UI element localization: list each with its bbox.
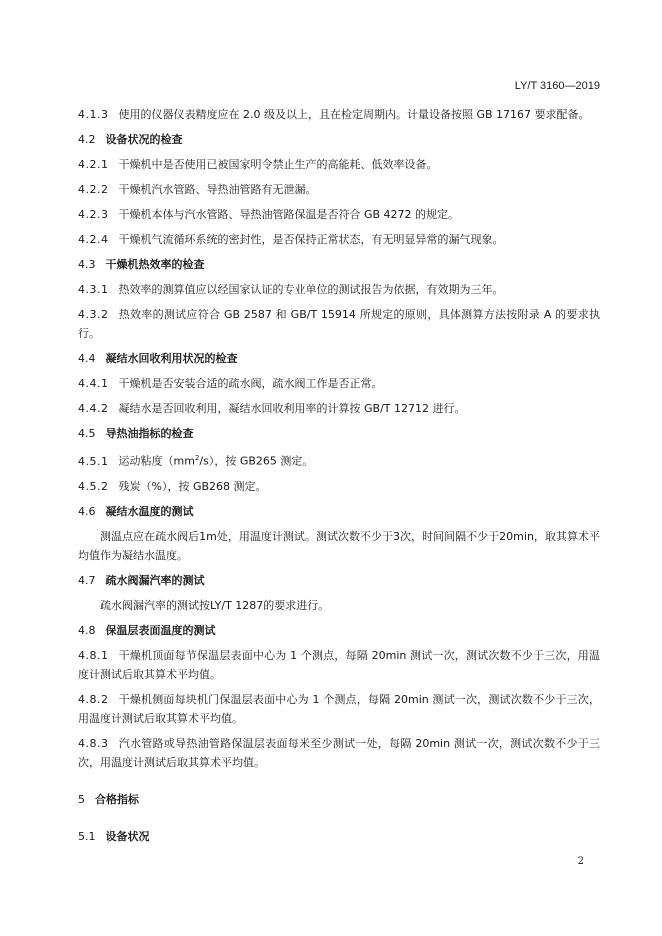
clause-text: 干燥机气流循环系统的密封性，是否保持正常状态，有无明显异常的漏气现象。 — [118, 233, 504, 246]
section-heading — [78, 571, 600, 590]
clause-paragraph — [78, 280, 600, 299]
section-number: 4.3 — [78, 258, 96, 271]
section-heading — [78, 790, 600, 809]
section-title: 凝结水温度的测试 — [105, 504, 194, 518]
clause-text: 热效率的测算值应以经国家认证的专业单位的测试报告为依据，有效期为三年。 — [118, 283, 504, 296]
clause-text: 干燥机侧面每块机门保温层表面中心为 1 个测点，每隔 20min 测试一次，测试次数不少于三次，用温度计测试后取其算术平均值。 — [78, 692, 600, 725]
clause-paragraph — [78, 374, 600, 393]
body-paragraph: 测温点应在疏水阀后1m处，用温度计测试。测试次数不少于3次，时间间隔不少于20min，取其算术平均值作为凝结水温度。 — [78, 529, 600, 562]
clause-number: 4.4.2 — [78, 402, 109, 415]
clause-text: 汽水管路或导热油管路保温层表面每米至少测试一处，每隔 20min 测试一次，测试次数不少于三次，用温度计测试后取其算术平均值。 — [78, 736, 600, 769]
document-body — [78, 105, 600, 852]
clause-paragraph — [78, 477, 600, 496]
section-title: 导热油指标的检查 — [105, 427, 194, 440]
section-title: 合格指标 — [95, 792, 139, 806]
clause-paragraph — [78, 105, 600, 124]
clause-text: 干燥机顶面每节保温层表面中心为 1 个测点，每隔 20min 测试一次，测试次数不少于三次，用温度计测试后取其算术平均值。 — [78, 648, 600, 681]
clause-number: 4.5.1 — [78, 454, 109, 468]
section-heading — [78, 255, 600, 274]
clause-number: 4.4.1 — [78, 377, 109, 390]
clause-number: 4.1.3 — [78, 108, 109, 121]
section-title: 设备状况的检查 — [105, 133, 183, 146]
clause-number: 4.3.2 — [78, 308, 109, 321]
body-paragraph: 疏水阀漏汽率的测试按LY/T 1287的要求进行。 — [100, 598, 330, 612]
clause-text: 运动粘度（mm — [118, 454, 195, 468]
standard-code: LY/T 3160—2019 — [514, 80, 600, 92]
clause-paragraph — [78, 734, 600, 772]
section-title: 干燥机热效率的检查 — [105, 258, 205, 271]
clause-text: /s），按 GB265 测定。 — [199, 454, 314, 468]
section-number: 4.2 — [78, 133, 96, 146]
clause-paragraph — [78, 399, 600, 418]
section-heading — [78, 621, 600, 640]
clause-number: 4.3.1 — [78, 283, 109, 296]
clause-number: 4.2.1 — [78, 158, 109, 171]
clause-paragraph — [78, 646, 600, 684]
section-title: 设备状况 — [105, 829, 150, 843]
clause-text: 使用的仪器仪表精度应在 2.0 级及以上，且在检定周期内。计量设备按照 GB 17167 要求配备。 — [118, 108, 590, 121]
clause-paragraph — [78, 305, 600, 343]
clause-text: 热效率的测试应符合 GB 2587 和 GB/T 15914 所规定的原则，具体测算方法按附录 A 的要求执行。 — [78, 308, 600, 340]
clause-number: 4.8.2 — [78, 692, 109, 706]
section-heading — [78, 502, 600, 521]
clause-number: 4.2.4 — [78, 233, 109, 246]
clause-number: 4.8.3 — [78, 736, 109, 750]
clause-paragraph — [78, 230, 600, 249]
section-heading — [78, 827, 600, 846]
clause-text: 干燥机中是否使用已被国家明令禁止生产的高能耗、低效率设备。 — [118, 158, 438, 171]
section-number: 4.8 — [78, 623, 96, 637]
clause-paragraph — [78, 690, 600, 728]
clause-paragraph — [78, 155, 600, 174]
section-number: 4.4 — [78, 352, 96, 365]
clause-text: 残炭（%），按 GB268 测定。 — [118, 479, 267, 493]
clause-text: 干燥机汽水管路、导热油管路有无泄漏。 — [118, 183, 317, 196]
superscript: 2 — [194, 454, 200, 462]
clause-text: 干燥机是否安装合适的疏水阀，疏水阀工作是否正常。 — [118, 377, 383, 390]
section-heading — [78, 424, 600, 443]
clause-text: 干燥机本体与汽水管路、导热油管路保温是否符合 GB 4272 的规定。 — [118, 208, 460, 221]
clause-paragraph — [78, 449, 600, 471]
page-number: 2 — [577, 856, 584, 867]
section-heading — [78, 130, 600, 149]
section-number: 4.6 — [78, 504, 96, 518]
section-heading — [78, 349, 600, 368]
section-number: 4.5 — [78, 427, 96, 440]
section-number: 4.7 — [78, 573, 96, 587]
section-number: 5.1 — [78, 829, 96, 843]
section-title: 保温层表面温度的测试 — [105, 623, 216, 637]
clause-number: 4.2.2 — [78, 183, 109, 196]
clause-text: 凝结水是否回收利用，凝结水回收利用率的计算按 GB/T 12712 进行。 — [118, 402, 466, 415]
clause-number: 4.8.1 — [78, 648, 109, 662]
clause-paragraph — [78, 180, 600, 199]
section-title: 疏水阀漏汽率的测试 — [105, 573, 205, 587]
section-number: 5 — [78, 792, 85, 806]
section-title: 凝结水回收利用状况的检查 — [105, 352, 238, 365]
clause-paragraph — [78, 205, 600, 224]
clause-number: 4.2.3 — [78, 208, 109, 221]
clause-number: 4.5.2 — [78, 479, 109, 493]
